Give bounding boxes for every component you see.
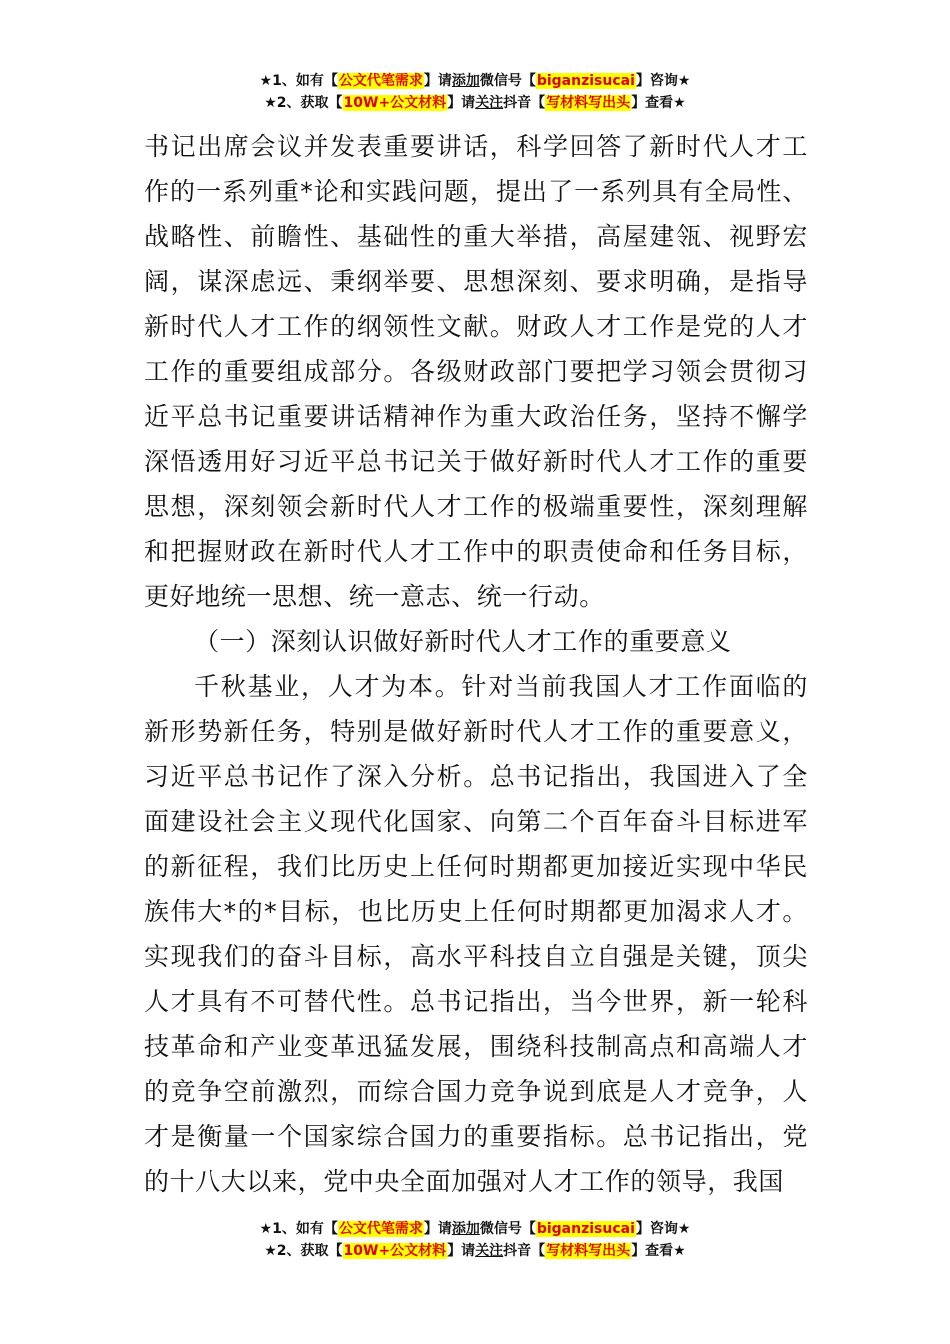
section-heading: （一）深刻认识做好新时代人才工作的重要意义 bbox=[194, 627, 732, 656]
ad-text: 抖音【 bbox=[503, 95, 546, 111]
highlight-wechat-id: biganzisucai bbox=[536, 1221, 635, 1237]
ad-text: ★2、获取【 bbox=[264, 95, 343, 111]
top-ad-banner bbox=[0, 70, 950, 114]
ad-text: 】查看★ bbox=[631, 95, 686, 111]
ad-text: 】请 bbox=[423, 1221, 452, 1237]
highlight-ghostwriting: 公文代笔需求 bbox=[338, 73, 423, 89]
paragraph-continued: 书记出席会议并发表重要讲话，科学回答了新时代人才工作的一系列重*论和实践问题，提出了一系列具有全局性、战略性、前瞻性、基础性的重大举措，高屋建瓴、视野宏阔，谋深虑远、秉纲举要、思想深刻、要求明确，是指导新时代人才工作的纲领性文献。财政人才工作是党的人才工作的重要组成部分。各级财政部门要把学习领会贯彻习近平总书记重要讲话精神作为重大政治任务，坚持不懈学深悟透用好习近平总书记关于做好新时代人才工作的重要思想，深刻领会新时代人才工作的极端重要性，深刻理解和把握财政在新时代人才工作中的职责使命和任务目标，更好地统一思想、统一意志、统一行动。 bbox=[144, 132, 808, 611]
ad-text-underlined: 关注 bbox=[475, 1243, 504, 1259]
ad-text-underlined: 添加 bbox=[451, 73, 480, 89]
paragraph-two: 千秋基业，人才为本。针对当前我国人才工作面临的新形势新任务，特别是做好新时代人才工作的重要意义，习近平总书记作了深入分析。总书记指出，我国进入了全面建设社会主义现代化国家、向第二个百年奋斗目标进军的新征程，我们比历史上任何时期都更加接近实现中华民族伟大*的*目标，也比历史上任何时期都更加渴求人才。实现我们的奋斗目标，高水平科技自立自强是关键，顶尖人才具有不可替代性。总书记指出，当今世界，新一轮科技革命和产业变革迅猛发展，围绕科技制高点和高端人才的竞争空前激烈，而综合国力竞争说到底是人才竞争，人才是衡量一个国家综合国力的重要指标。总书记指出，党的十八大以来，党中央全面加强对人才工作的领导，我国 bbox=[144, 672, 808, 1196]
highlight-wechat-id: biganzisucai bbox=[536, 73, 635, 89]
ad-text: ★1、如有【 bbox=[259, 1221, 338, 1237]
ad-line-douyin bbox=[0, 92, 950, 114]
ad-text: 抖音【 bbox=[503, 1243, 546, 1259]
ad-text: ★2、获取【 bbox=[264, 1243, 343, 1259]
ad-text: ★1、如有【 bbox=[259, 73, 338, 89]
highlight-materials: 10W+公文材料 bbox=[343, 95, 447, 111]
highlight-ghostwriting: 公文代笔需求 bbox=[338, 1221, 423, 1237]
bottom-ad-banner bbox=[0, 1218, 950, 1262]
ad-text: 微信号【 bbox=[479, 1221, 536, 1237]
highlight-douyin-account: 写材料写出头 bbox=[546, 1243, 631, 1259]
ad-line-wechat bbox=[0, 70, 950, 92]
ad-text: 】请 bbox=[447, 1243, 476, 1259]
ad-text: 微信号【 bbox=[479, 73, 536, 89]
highlight-douyin-account: 写材料写出头 bbox=[546, 95, 631, 111]
ad-text: 】请 bbox=[447, 95, 476, 111]
ad-text-underlined: 添加 bbox=[451, 1221, 480, 1237]
document-body bbox=[144, 124, 808, 1204]
ad-line-wechat bbox=[0, 1218, 950, 1240]
ad-text: 】查看★ bbox=[631, 1243, 686, 1259]
ad-text: 】咨询★ bbox=[635, 73, 691, 89]
ad-text-underlined: 关注 bbox=[475, 95, 504, 111]
highlight-materials: 10W+公文材料 bbox=[343, 1243, 447, 1259]
ad-text: 】请 bbox=[423, 73, 452, 89]
ad-text: 】咨询★ bbox=[635, 1221, 691, 1237]
ad-line-douyin bbox=[0, 1240, 950, 1262]
